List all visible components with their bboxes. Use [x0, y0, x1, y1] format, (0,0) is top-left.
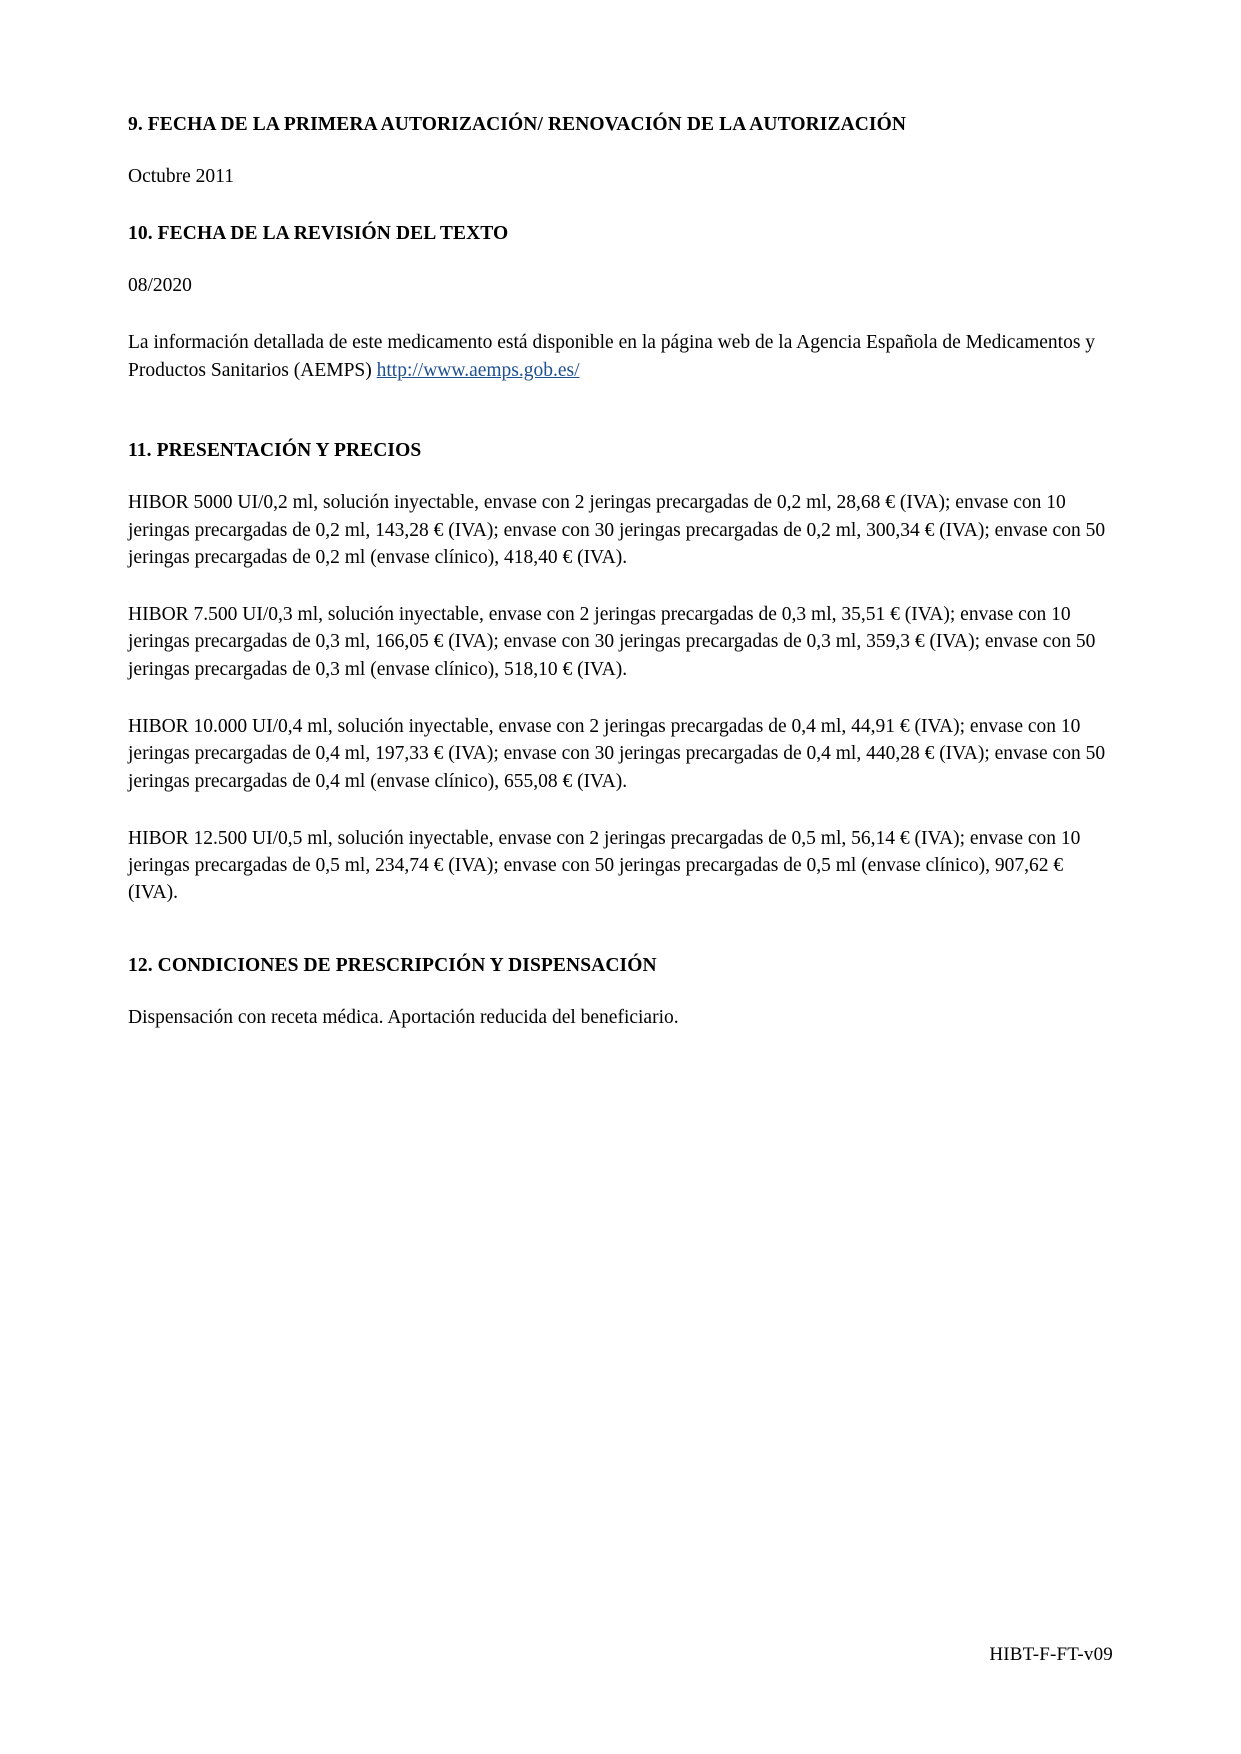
section-11-heading: 11. PRESENTACIÓN Y PRECIOS [128, 439, 422, 461]
spacer [128, 137, 1113, 163]
section-12-heading: 12. CONDICIONES DE PRESCRIPCIÓN Y DISPENSACIÓN [128, 954, 657, 976]
section-9-date: Octubre 2011 [128, 166, 234, 188]
section-12-text: Dispensación con receta médica. Aportación reducida del beneficiario. [128, 1007, 679, 1029]
section-9-heading: 9. FECHA DE LA PRIMERA AUTORIZACIÓN/ RENOVACIÓN DE LA AUTORIZACIÓN [128, 114, 907, 135]
spacer [128, 384, 1113, 438]
spacer [128, 463, 1113, 489]
aemps-info-paragraph [128, 329, 1113, 384]
spacer [128, 907, 1113, 953]
presentation-paragraph-10000: HIBOR 10.000 UI/0,4 ml, solución inyectable, envase con 2 jeringas precargadas de 0,4 ml, 44,91 € (IVA); envase con 10 jeringas precargadas de 0,4 ml, 197,33 € (IVA); envase con 30 jeringas precargadas de 0,4 ml, 440,28 € (IVA); envase con 50 jeringas precargadas de 0,4 ml (envase clínico), 655,08 € (IVA). [128, 716, 1106, 792]
document-content [128, 112, 1113, 1031]
section-10-date: 08/2020 [128, 274, 192, 296]
spacer [128, 571, 1113, 601]
aemps-website-link[interactable]: http://www.aemps.gob.es/ [376, 359, 580, 381]
presentation-paragraph-12500: HIBOR 12.500 UI/0,5 ml, solución inyectable, envase con 2 jeringas precargadas de 0,5 ml, 56,14 € (IVA); envase con 10 jeringas precargadas de 0,5 ml, 234,74 € (IVA); envase con 50 jeringas precargadas de 0,5 ml (envase clínico), 907,62 € (IVA). [128, 827, 1081, 904]
spacer [128, 299, 1113, 329]
spacer [128, 191, 1113, 221]
section-10-heading: 10. FECHA DE LA REVISIÓN DEL TEXTO [128, 222, 509, 244]
aemps-info-text: La información detallada de este medicamento está disponible en la página web de la Agencia Española de Medicamentos y Productos Sanitarios (AEMPS) [128, 332, 1096, 381]
document-footer-code: HIBT-F-FT-v09 [989, 1644, 1113, 1665]
presentation-paragraph-7500: HIBOR 7.500 UI/0,3 ml, solución inyectable, envase con 2 jeringas precargadas de 0,3 ml, 35,51 € (IVA); envase con 10 jeringas precargadas de 0,3 ml, 166,05 € (IVA); envase con 30 jeringas precargadas de 0,3 ml, 359,3 € (IVA); envase con 50 jeringas precargadas de 0,3 ml (envase clínico), 518,10 € (IVA). [128, 604, 1096, 680]
presentation-paragraph-5000: HIBOR 5000 UI/0,2 ml, solución inyectable, envase con 2 jeringas precargadas de 0,2 ml, 28,68 € (IVA); envase con 10 jeringas precargadas de 0,2 ml, 143,28 € (IVA); envase con 30 jeringas precargadas de 0,2 ml, 300,34 € (IVA); envase con 50 jeringas precargadas de 0,2 ml (envase clínico), 418,40 € (IVA). [128, 492, 1106, 568]
spacer [128, 978, 1113, 1004]
spacer [128, 683, 1113, 713]
spacer [128, 246, 1113, 272]
spacer [128, 795, 1113, 825]
